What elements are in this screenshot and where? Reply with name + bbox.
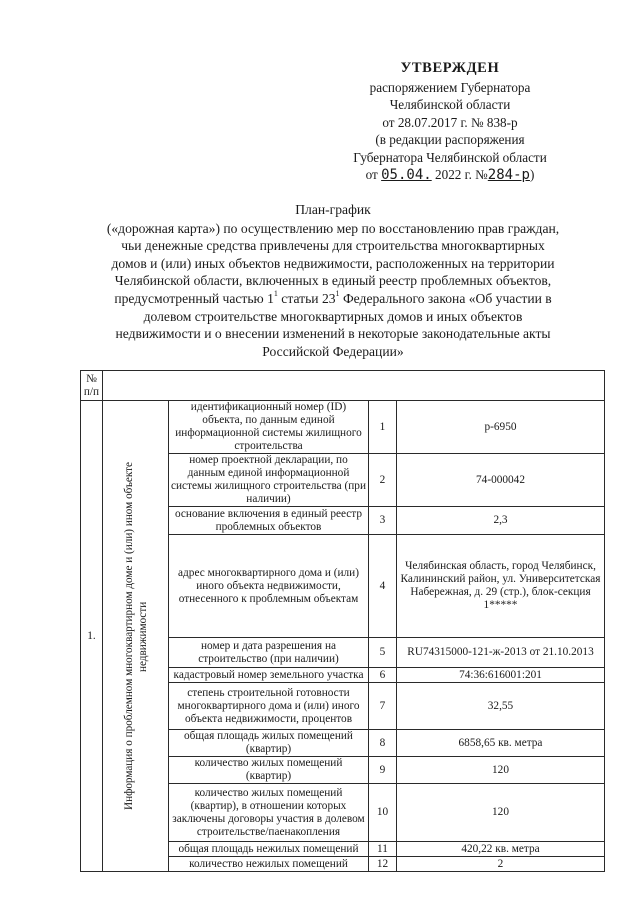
plan-text-line: домов и (или) иных объектов недвижимости, расположенных на территории (111, 255, 555, 271)
field-label: номер и дата разрешения на строительство (при наличии) (169, 638, 369, 668)
field-value: 6858,65 кв. метра (397, 730, 605, 757)
field-number: 2 (369, 454, 397, 507)
field-label: основание включения в единый реестр проблемных объектов (169, 507, 369, 535)
plan-text-line: («дорожная карта») по осуществлению мер по восстановлению прав граждан, (106, 220, 560, 236)
plan-title (55, 201, 611, 360)
plan-text-line: Челябинской области, включенных в единый реестр проблемных объектов, (114, 273, 552, 289)
approval-stamp (300, 60, 600, 185)
approval-title: УТВЕРЖДЕН (400, 60, 500, 76)
field-number: 9 (369, 757, 397, 784)
field-number: 7 (369, 683, 397, 730)
field-value: 74:36:616001:201 (397, 668, 605, 683)
field-value: 32,55 (397, 683, 605, 730)
plan-text-part: Федерального закона «Об участии в (339, 290, 552, 306)
amendment-date-line (300, 166, 600, 185)
field-value: р-6950 (397, 401, 605, 454)
superscript: 1 (335, 289, 340, 299)
field-label: общая площадь нежилых помещений (169, 842, 369, 857)
field-number: 10 (369, 784, 397, 842)
plan-heading: План-график (295, 202, 371, 217)
plan-text-line: долевом строительстве многоквартирных домов и иных объектов (143, 308, 523, 324)
approval-line: от 28.07.2017 г. № 838-р (382, 114, 518, 130)
field-value: 120 (397, 784, 605, 842)
approval-line: Губернатора Челябинской области (353, 149, 547, 165)
header-number-cell: № п/п (81, 371, 103, 401)
field-number: 11 (369, 842, 397, 857)
plan-text-line: недвижимости и о внесении изменений в некоторые законодательные акты (115, 326, 551, 342)
field-number: 5 (369, 638, 397, 668)
plan-text-part: предусмотренный частью 1 (114, 290, 274, 306)
group-label-cell (103, 401, 169, 872)
header-empty-cell (103, 371, 605, 401)
object-info-table (80, 370, 605, 872)
field-number: 8 (369, 730, 397, 757)
plan-text-line: чьи денежные средства привлечены для строительства многоквартирных (121, 238, 545, 254)
field-value: 74-000042 (397, 454, 605, 507)
amendment-date: 05.04. (381, 167, 432, 183)
table-header-row (81, 371, 605, 401)
field-label: кадастровый номер земельного участка (169, 668, 369, 683)
field-number: 4 (369, 535, 397, 638)
field-number: 12 (369, 857, 397, 872)
field-value: 2 (397, 857, 605, 872)
table-row (81, 401, 605, 454)
field-number: 1 (369, 401, 397, 454)
field-value: Челябинская область, город Челябинск, Калининский район, ул. Университетская Набережная, д. 29 (стр.), блок-секция 1***** (397, 535, 605, 638)
field-value: 420,22 кв. метра (397, 842, 605, 857)
field-number: 6 (369, 668, 397, 683)
plan-text-part: статьи 23 (277, 290, 336, 306)
approval-line: распоряжением Губернатора (369, 79, 531, 95)
group-label: Информация о проблемном многоквартирном доме и (или) ином объекте недвижимости (122, 462, 149, 810)
superscript: 1 (273, 289, 278, 299)
row-number: 1. (81, 401, 103, 872)
plan-text-line (55, 290, 611, 308)
field-label: номер проектной декларации, по данным единой информационной системы жилищного строительства (при наличии) (169, 454, 369, 507)
field-label: количество нежилых помещений (169, 857, 369, 872)
date-middle: 2022 г. № (431, 167, 488, 182)
field-value: 2,3 (397, 507, 605, 535)
date-prefix: от (365, 167, 382, 182)
amendment-number: 284-р (487, 167, 530, 183)
field-label: количество жилых помещений (квартир), в отношении которых заключены договоры участия в долевом строительстве/паенакопления (169, 784, 369, 842)
field-label: идентификационный номер (ID) объекта, по данным единой информационной системы жилищного строительства (169, 401, 369, 454)
field-value: 120 (397, 757, 605, 784)
date-suffix: ) (529, 167, 535, 182)
field-label: адрес многоквартирного дома и (или) иного объекта недвижимости, отнесенного к проблемным объектам (169, 535, 369, 638)
plan-text-line: Российской Федерации» (262, 343, 404, 359)
field-number: 3 (369, 507, 397, 535)
field-label: степень строительной готовности многоквартирного дома и (или) иного объекта недвижимости, процентов (169, 683, 369, 730)
approval-line: (в редакции распоряжения (375, 132, 525, 147)
field-label: общая площадь жилых помещений (квартир) (169, 730, 369, 757)
approval-line: Челябинской области (389, 97, 511, 112)
field-value: RU74315000-121-ж-2013 от 21.10.2013 (397, 638, 605, 668)
field-label: количество жилых помещений (квартир) (169, 757, 369, 784)
